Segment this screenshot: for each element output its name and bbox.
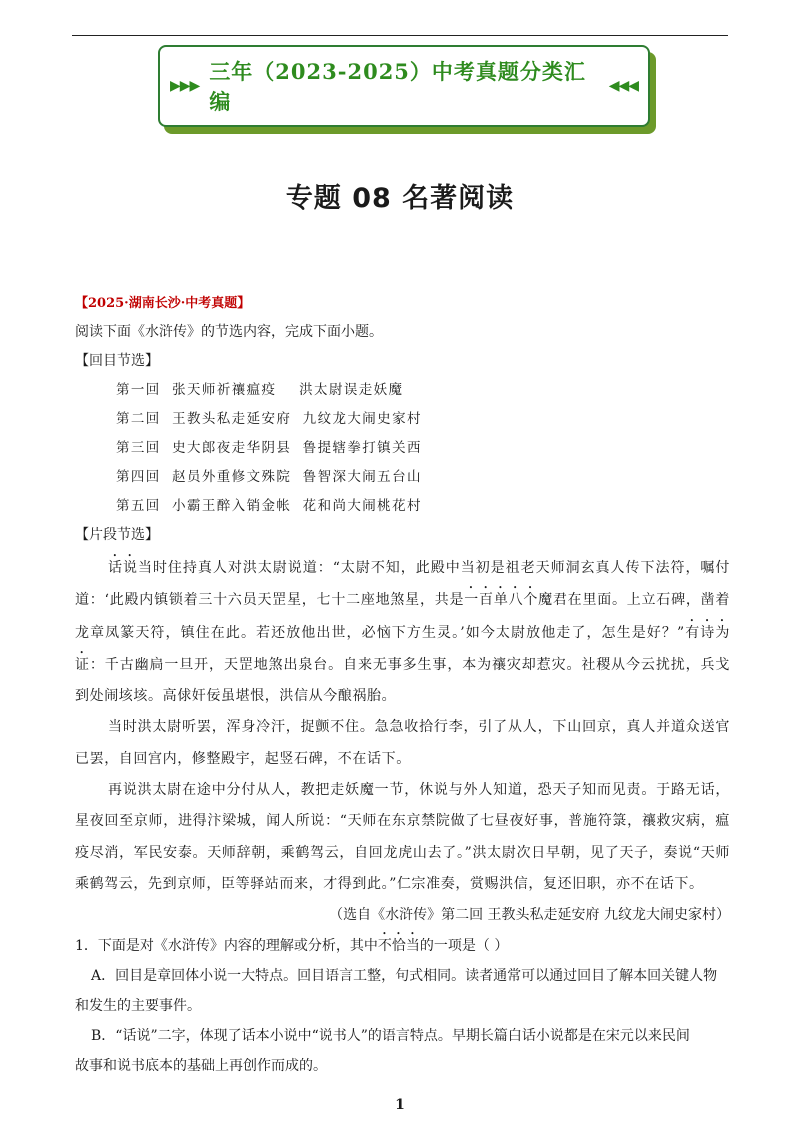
source-tag: 【2025·湖南长沙·中考真题】	[75, 296, 251, 311]
chapter-item: 第三回 史大郎夜走华阴县 鲁提辖拳打镇关西	[116, 440, 422, 456]
passage-text: 魔君在里面。上立石碑，凿着龙章凤篆天符，镇住在此。若还放他出世，必恼下方生灵。’如今太尉放他走了，怎生是好？”	[75, 592, 730, 641]
question-text: 1．下面是对《水浒传》内容的理解或分析，其中	[75, 938, 378, 955]
passage-paragraph-2: 当时洪太尉听罢，浑身冷汗，捉颤不住。急急收拾行李，引了从人，下山回京，真人并道众送官已罢，自回宫内，修整殿宇，起竖石碑，不在话下。	[75, 719, 730, 767]
source-note: （选自《水浒传》第二回 王教头私走延安府 九纹龙大闹史家村）	[329, 907, 730, 924]
option-text-continued: 和发生的主要事件。	[75, 998, 201, 1015]
chapter-item: 第二回 王教头私走延安府 九纹龙大闹史家村	[116, 411, 422, 427]
chapter-item: 第五回 小霸王醉入销金帐 花和尚大闹桃花村	[116, 498, 422, 514]
passage-paragraph-3: 再说洪太尉在途中分付从人，教把走妖魔一节，休说与外人知道，恐天子知而见责。于路无话，星夜回至京师，进得汴梁城，闻人所说：“天师在东京禁院做了七昼夜好事，普施符箓，禳救灾病，瘟疫尽消，军民安泰。天师辞朝，乘鹤驾云，自回龙虎山去了。”洪太尉次日早朝，见了天子，奏说“天师乘鹤驾云，先到京师，臣等驿站而来，才得到此。”仁宗准奏，赏赐洪信，复还旧职，亦不在话下。	[75, 782, 730, 892]
emphasis-dotted-text: 一百单八个	[464, 592, 539, 609]
emphasis-dotted-text: 有诗为证	[75, 624, 730, 673]
option-a[interactable]	[75, 961, 730, 1021]
page-title: 专题 08 名著阅读	[285, 183, 515, 214]
instruction: 阅读下面《水浒传》的节选内容，完成下面小题。	[75, 324, 383, 340]
passage-text: 当时住持真人对洪太尉说道：“太尉不知，此殿中当初是祖老天师洞玄真人传下法符，嘱付道：‘此殿内镇锁着三十六员天罡星，七十二座地煞星，共是	[75, 560, 731, 609]
fragment-section-header: 【片段节选】	[75, 527, 159, 543]
option-text: A．回目是章回体小说一大特点。回目语言工整，句式相同。读者通常可以通过回目了解本回关键人物	[91, 968, 718, 985]
chapter-section-header: 【回目节选】	[75, 353, 159, 369]
banner-left-arrows-icon: ▶▶▶	[170, 78, 200, 94]
chapter-item: 第四回 赵员外重修文殊院 鲁智深大闹五台山	[116, 469, 422, 485]
emphasis-dotted-text: 不恰当	[377, 938, 420, 955]
emphasis-dotted-text: 话说	[108, 560, 138, 576]
banner-right-arrows-icon: ◀◀◀	[608, 78, 638, 94]
option-text-continued: 故事和说书底本的基础上再创作而成的。	[75, 1058, 327, 1075]
passage-text: ：千古幽扃一旦开，天罡地煞出泉台。自来无事多生事，本为禳灾却惹灾。社稷从今云扰扰，兵戈到处闹垓垓。高俅奸佞虽堪恨，洪信从今酿祸胎。	[75, 656, 730, 705]
header-rule	[72, 35, 728, 36]
option-text: B．“话说”二字，体现了话本小说中“说书人”的语言特点。早期长篇白话小说都是在宋元以来民间	[91, 1028, 690, 1045]
question-1	[75, 930, 730, 961]
passage-paragraph-1	[75, 552, 730, 712]
page-number: 1	[395, 1097, 405, 1113]
series-banner	[158, 45, 650, 127]
document-body	[75, 289, 730, 1081]
banner-title: 三年（2023-2025）中考真题分类汇编	[209, 59, 586, 114]
option-b[interactable]	[75, 1021, 730, 1081]
chapter-item: 第一回 张天师祈禳瘟疫 洪太尉误走妖魔	[116, 382, 404, 398]
question-text: 的一项是（ ）	[419, 938, 509, 955]
